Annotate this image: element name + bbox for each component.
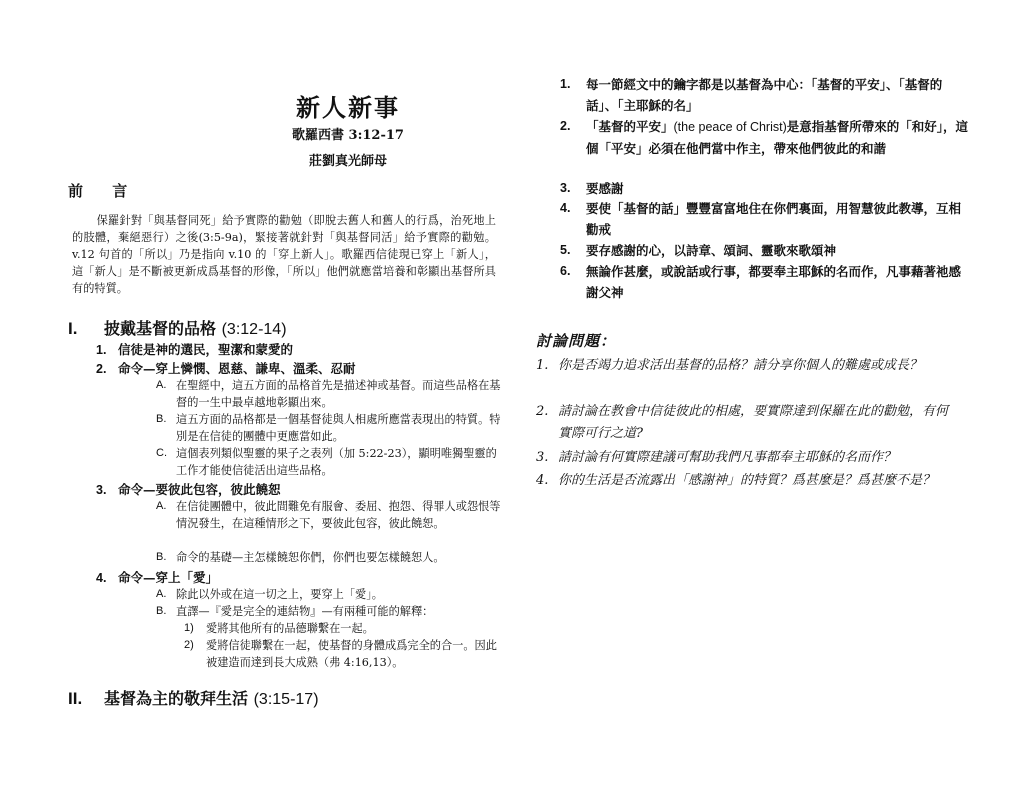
sub-point: C. 這個表列類似聖靈的果子之表列（加 5:22-23），顯明唯獨聖靈的工作才能使信徒活出這些品格。 — [156, 447, 497, 477]
section-2-number: II. — [68, 689, 83, 708]
section-2-ref: (3:15-17) — [253, 691, 319, 708]
sub-sub-point: 2) 愛將信徒聯繫在一起，使基督的身體成爲完全的合一。因此被建造而達到長大成熟（弗 4:16,13）。 — [184, 639, 497, 669]
discussion-heading: 討論問題： — [536, 332, 617, 350]
worship-point: 3. 要感謝 — [560, 181, 624, 196]
section-2-heading — [68, 686, 319, 709]
section-1-title: 披戴基督的品格 — [104, 319, 217, 338]
sub-point: B. 直譯—『愛是完全的連結物』—有兩種可能的解釋： — [156, 605, 434, 618]
sub-point: B. 命令的基礎—主怎樣饒恕你們，你們也要怎樣饒恕人。 — [156, 551, 445, 564]
section-1-item: 3. 命令—要彼此包容，彼此饒恕 — [96, 482, 281, 497]
discussion-question: 4. 你的生活是否流露出「感謝神」的特質？爲甚麼是？爲甚麼不是？ — [536, 473, 936, 488]
preface-heading: 前 言 — [68, 182, 140, 200]
section-1-item: 1. 信徒是神的選民，聖潔和蒙愛的 — [96, 342, 294, 357]
discussion-question: 1. 你是否竭力追求活出基督的品格？請分享你個人的難處或成長？ — [536, 358, 923, 373]
discussion-question: 3. 請討論有何實際建議可幫助我們凡事都奉主耶穌的名而作？ — [536, 450, 897, 465]
sub-sub-point: 1) 愛將其他所有的品德聯繫在一起。 — [184, 622, 374, 635]
section-1-item: 4. 命令—穿上「愛」 — [96, 570, 219, 585]
section-2-title: 基督為主的敬拜生活 — [104, 689, 249, 708]
worship-point: 5. 要存感謝的心，以詩章、頌詞、靈歌來歌頌神 — [560, 243, 837, 258]
section-1-ref: (3:12-14) — [221, 321, 287, 338]
scripture-reference: 歌羅西書 3:12-17 — [292, 128, 404, 143]
speaker-name: 莊劉真光師母 — [308, 154, 387, 169]
preface-text: 保羅針對「與基督同死」給予實際的勸勉（即脫去舊人和舊人的行爲，治死地上的肢體，棄絕惡行）之後(3:5-9a)，緊接著就針對「與基督同活」給予實際的勸勉。v.12 句首的「所以」乃是指向 v.10 的「穿上新人」。歌羅西信徒現已穿上「新人」，這「新人」是不斷被更新成爲基督的形像，「所以」他們就應當培養和彰顯出基督所具有的特質。 — [72, 214, 496, 295]
worship-point: 6. 無論作甚麼，或說話或行事，都要奉主耶穌的名而作，凡事藉著祂感謝父神 — [560, 264, 962, 300]
worship-point: 1. 每一節經文中的鑰字都是以基督為中心：「基督的平安」、「基督的話」、「主耶穌的名」 — [560, 77, 943, 113]
page-title: 新人新事 — [296, 93, 400, 122]
section-1-number: I. — [68, 319, 78, 338]
discussion-question: 2. 請討論在教會中信徒彼此的相處，要實際達到保羅在此的勸勉，有何實際可行之道? — [536, 404, 949, 441]
sub-point: A. 除此以外或在這一切之上，要穿上「愛」。 — [156, 588, 383, 601]
sub-point: B. 這五方面的品格都是一個基督徒與人相處所應當表現出的特質。特別是在信徒的團體中更應當如此。 — [156, 413, 501, 443]
worship-point: 4. 要使「基督的話」豐豐富富地住在你們裏面，用智慧彼此教導，互相勸戒 — [560, 201, 962, 237]
sub-point: A. 在聖經中，這五方面的品格首先是描述神或基督。而這些品格在基督的一生中最卓越地彰顯出來。 — [156, 379, 501, 409]
worship-point: 2. 「基督的平安」(the peace of Christ)是意指基督所帶來的「和好」，這個「平安」必須在他們當中作主，帶來他們彼此的和諧 — [560, 119, 969, 156]
section-1-item: 2. 命令—穿上憐憫、恩慈、謙卑、溫柔、忍耐 — [96, 361, 356, 376]
sub-point: A. 在信徒團體中，彼此間難免有服會、委屈、抱怨、得罪人或怨恨等情況發生，在這種情形之下，要彼此包容，彼此饒恕。 — [156, 500, 501, 530]
section-1-heading — [68, 316, 287, 339]
